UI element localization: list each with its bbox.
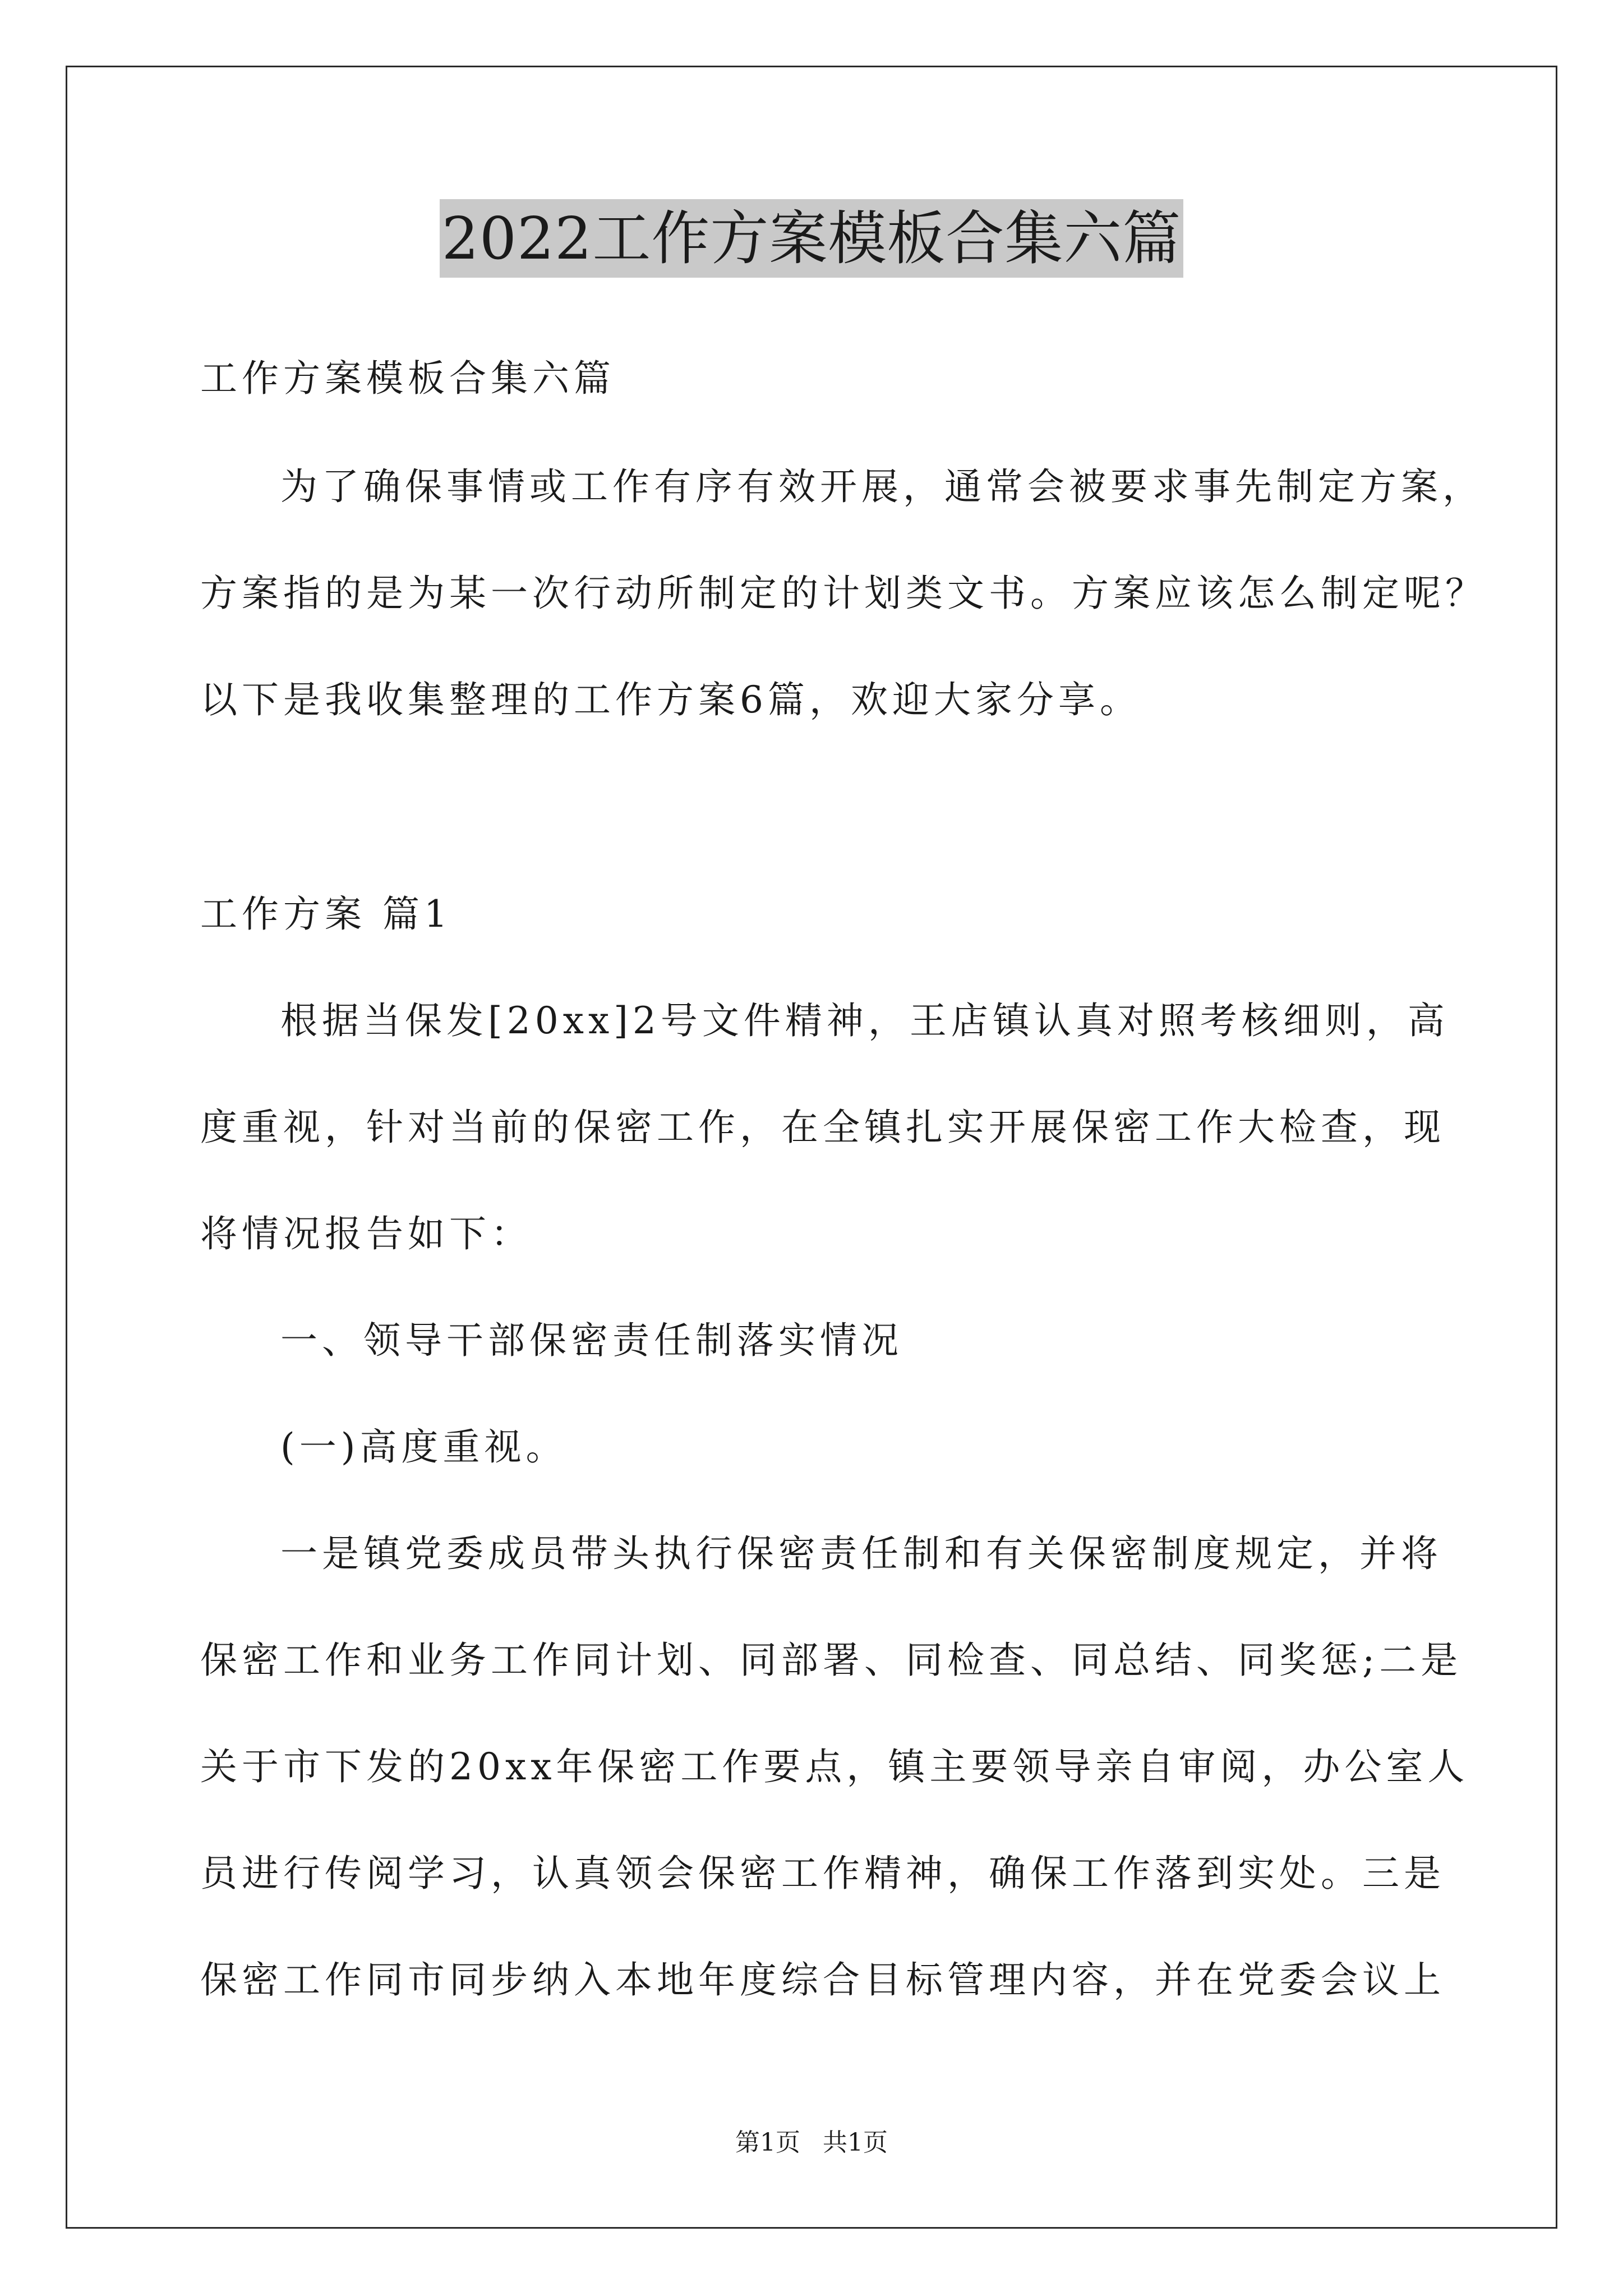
intro-line-3: 以下是我收集整理的工作方案6篇，欢迎大家分享。 (200, 678, 1141, 721)
subheading-2: (一)高度重视。 (280, 1425, 568, 1469)
page-number: 第1页 (735, 2128, 800, 2157)
intro-line-1: 为了确保事情或工作有序有效开展，通常会被要求事先制定方案， (280, 465, 1484, 508)
document-title: 2022工作方案模板合集六篇 (440, 199, 1184, 278)
paragraph-line: 关于市下发的20xx年保密工作要点，镇主要领导亲自审阅，办公室人 (200, 1745, 1469, 1788)
paragraph-line: 保密工作同市同步纳入本地年度综合目标管理内容，并在党委会议上 (200, 1958, 1445, 2001)
paragraph-line: 员进行传阅学习，认真领会保密工作精神，确保工作落到实处。三是 (200, 1852, 1445, 1895)
subtitle-line: 工作方案模板合集六篇 (200, 357, 615, 400)
paragraph-line: 将情况报告如下： (200, 1212, 532, 1255)
paragraph-line: 根据当保发[20xx]2号文件精神，王店镇认真对照考核细则，高 (280, 999, 1449, 1042)
page-footer (0, 2126, 1623, 2160)
title-block (0, 199, 1623, 278)
paragraph-line: 一是镇党委成员带头执行保密责任制和有关保密制度规定，并将 (280, 1532, 1442, 1575)
paragraph-line: 度重视，针对当前的保密工作，在全镇扎实开展保密工作大检查，现 (200, 1106, 1445, 1149)
section-heading: 工作方案 篇1 (200, 892, 452, 936)
page-total: 共1页 (823, 2128, 888, 2157)
intro-line-2: 方案指的是为某一次行动所制定的计划类文书。方案应该怎么制定呢？ (200, 572, 1487, 615)
subheading-1: 一、领导干部保密责任制落实情况 (280, 1319, 903, 1362)
paragraph-line: 保密工作和业务工作同计划、同部署、同检查、同总结、同奖惩;二是 (200, 1639, 1463, 1682)
